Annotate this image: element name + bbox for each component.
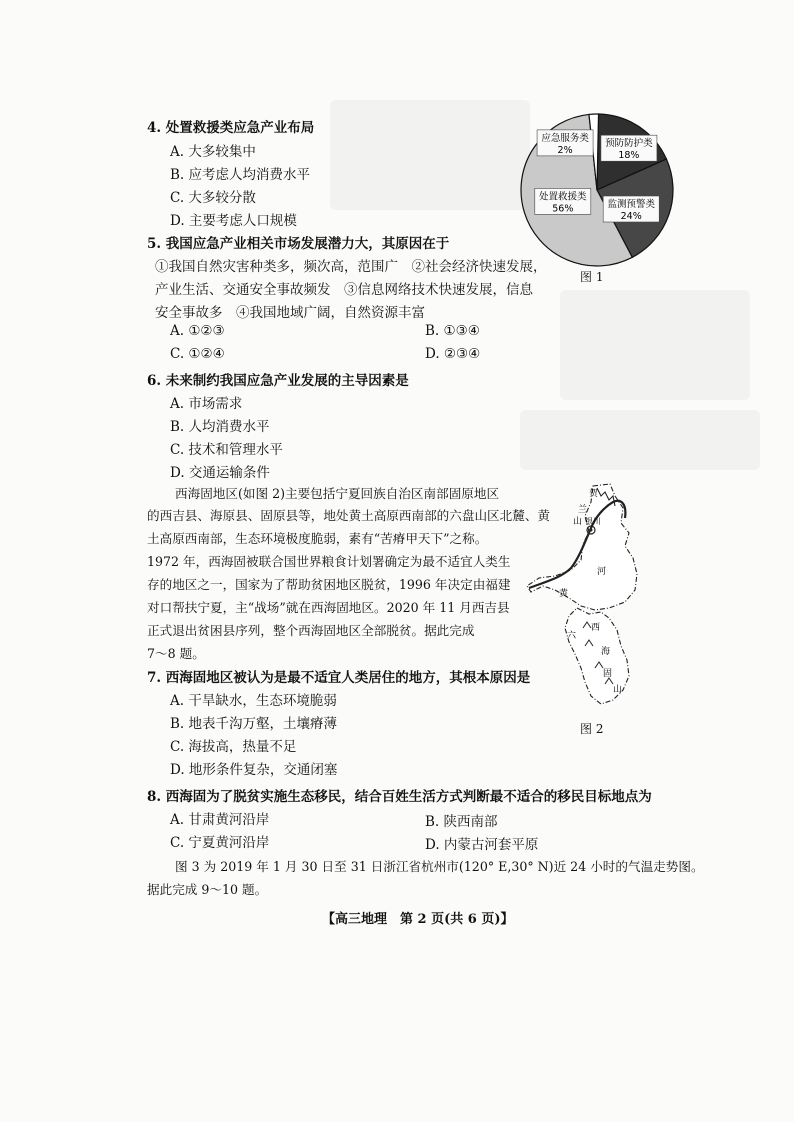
scan-artifact bbox=[330, 100, 530, 210]
q5-statement-line: 安全事故多 ④我国地域广阔，自然资源丰富 bbox=[155, 305, 425, 321]
q6-stem: 6. 未来制约我国应急产业发展的主导因素是 bbox=[147, 373, 409, 389]
q6-option-d[interactable]: D. 交通运输条件 bbox=[170, 465, 270, 481]
pie-slice-label: 预防防护类 bbox=[605, 138, 653, 150]
passage1-line: 正式退出贫困县序列，整个西海固地区全部脱贫。据此完成 bbox=[147, 623, 475, 638]
map-label-lan: 兰 bbox=[578, 505, 588, 515]
map-label-he: 贺 bbox=[589, 489, 599, 499]
pie-chart bbox=[512, 110, 682, 270]
q5-statement-line: 产业生活、交通安全事故频发 ③信息网络技术快速发展，信息 bbox=[155, 282, 533, 298]
q8-option-a[interactable]: A. 甘肃黄河沿岸 bbox=[170, 812, 270, 828]
scan-artifact bbox=[560, 290, 750, 400]
passage1-line: 土高原西南部，生态环境极度脆弱，素有“苦瘠甲天下”之称。 bbox=[147, 531, 488, 546]
q5-option-a[interactable]: A. ①②③ bbox=[170, 323, 225, 339]
q4-option-b[interactable]: B. 应考虑人均消费水平 bbox=[170, 167, 311, 183]
pie-slice-label: 应急服务类 bbox=[541, 132, 589, 144]
q7-option-d[interactable]: D. 地形条件复杂，交通闭塞 bbox=[170, 762, 338, 778]
q5-statement-line: ①我国自然灾害种类多，频次高，范围广 ②社会经济快速发展， bbox=[155, 259, 547, 275]
map-label-hai: 海 bbox=[601, 647, 611, 657]
scan-artifact bbox=[520, 410, 760, 470]
q7-option-b[interactable]: B. 地表千沟万壑，土壤瘠薄 bbox=[170, 716, 338, 732]
q8-stem: 8. 西海固为了脱贫实施生态移民，结合百姓生活方式判断最不适合的移民目标地点为 bbox=[147, 789, 652, 805]
q6-option-c[interactable]: C. 技术和管理水平 bbox=[170, 442, 283, 458]
passage1-line: 1972 年，西海固被联合国世界粮食计划署确定为最不适宜人类生 bbox=[147, 554, 511, 569]
map-label-shan2: 山 bbox=[613, 685, 623, 695]
q4-option-d[interactable]: D. 主要考虑人口规模 bbox=[170, 213, 297, 229]
q7-stem: 7. 西海固地区被认为是最不适宜人类居住的地方，其根本原因是 bbox=[147, 670, 531, 686]
q8-option-c[interactable]: C. 宁夏黄河沿岸 bbox=[170, 835, 270, 851]
passage1-line: 西海固地区(如图 2)主要包括宁夏回族自治区南部固原地区 bbox=[175, 486, 500, 501]
q4-option-c[interactable]: C. 大多较分散 bbox=[170, 190, 256, 206]
map-label-xi: 西 bbox=[591, 623, 601, 633]
q8-option-b[interactable]: B. 陕西南部 bbox=[425, 814, 498, 830]
map-label-liupan: 六 bbox=[567, 631, 577, 641]
q5-stem: 5. 我国应急产业相关市场发展潜力大，其原因在于 bbox=[147, 236, 450, 252]
q5-option-b[interactable]: B. ①③④ bbox=[425, 323, 480, 339]
figure2-caption: 图 2 bbox=[580, 722, 604, 736]
pie-slice-value: 24% bbox=[620, 211, 642, 222]
passage1-line: 7～8 题。 bbox=[147, 646, 205, 661]
map-label-shan: 山 bbox=[573, 517, 583, 527]
map-label-yinchuan: 银川 bbox=[585, 517, 601, 526]
q8-option-d[interactable]: D. 内蒙古河套平原 bbox=[425, 837, 539, 853]
pie-slice-label: 监测预警类 bbox=[607, 199, 655, 210]
q5-option-d[interactable]: D. ②③④ bbox=[425, 346, 481, 362]
passage2-line: 图 3 为 2019 年 1 月 30 日至 31 日浙江省杭州市(120° E,30° N)近 24 小时的气温走势图。 bbox=[175, 859, 704, 874]
pie-slice-value: 56% bbox=[552, 203, 574, 215]
map-label-huang: 黄 bbox=[559, 589, 569, 599]
figure1-caption: 图 1 bbox=[580, 270, 604, 284]
q7-option-c[interactable]: C. 海拔高，热量不足 bbox=[170, 739, 297, 755]
map-label-he2: 河 bbox=[597, 567, 607, 577]
q6-option-a[interactable]: A. 市场需求 bbox=[170, 396, 243, 412]
q7-option-a[interactable]: A. 干旱缺水，生态环境脆弱 bbox=[170, 693, 337, 709]
passage1-line: 存的地区之一，国家为了帮助贫困地区脱贫，1996 年决定由福建 bbox=[147, 577, 511, 592]
pie-slice-value: 18% bbox=[618, 150, 640, 162]
passage1-line: 对口帮扶宁夏，主“战场”就在西海固地区。2020 年 11 月西吉县 bbox=[147, 600, 510, 615]
q4-stem: 4. 处置救援类应急产业布局 bbox=[147, 120, 315, 136]
q5-option-c[interactable]: C. ①②④ bbox=[170, 346, 225, 362]
map-label-gu: 固 bbox=[603, 669, 613, 679]
pie-slice-label: 处置救援类 bbox=[539, 191, 587, 203]
passage2-line: 据此完成 9～10 题。 bbox=[147, 882, 268, 897]
pie-slice-value: 2% bbox=[557, 144, 573, 156]
page-footer: 【高三地理 第 2 页(共 6 页)】 bbox=[322, 912, 514, 927]
q6-option-b[interactable]: B. 人均消费水平 bbox=[170, 419, 270, 435]
passage1-line: 的西吉县、海原县、固原县等，地处黄土高原西南部的六盘山区北麓、黄 bbox=[147, 508, 550, 523]
xihaigu-map bbox=[525, 478, 655, 713]
q4-option-a[interactable]: A. 大多较集中 bbox=[170, 144, 256, 160]
